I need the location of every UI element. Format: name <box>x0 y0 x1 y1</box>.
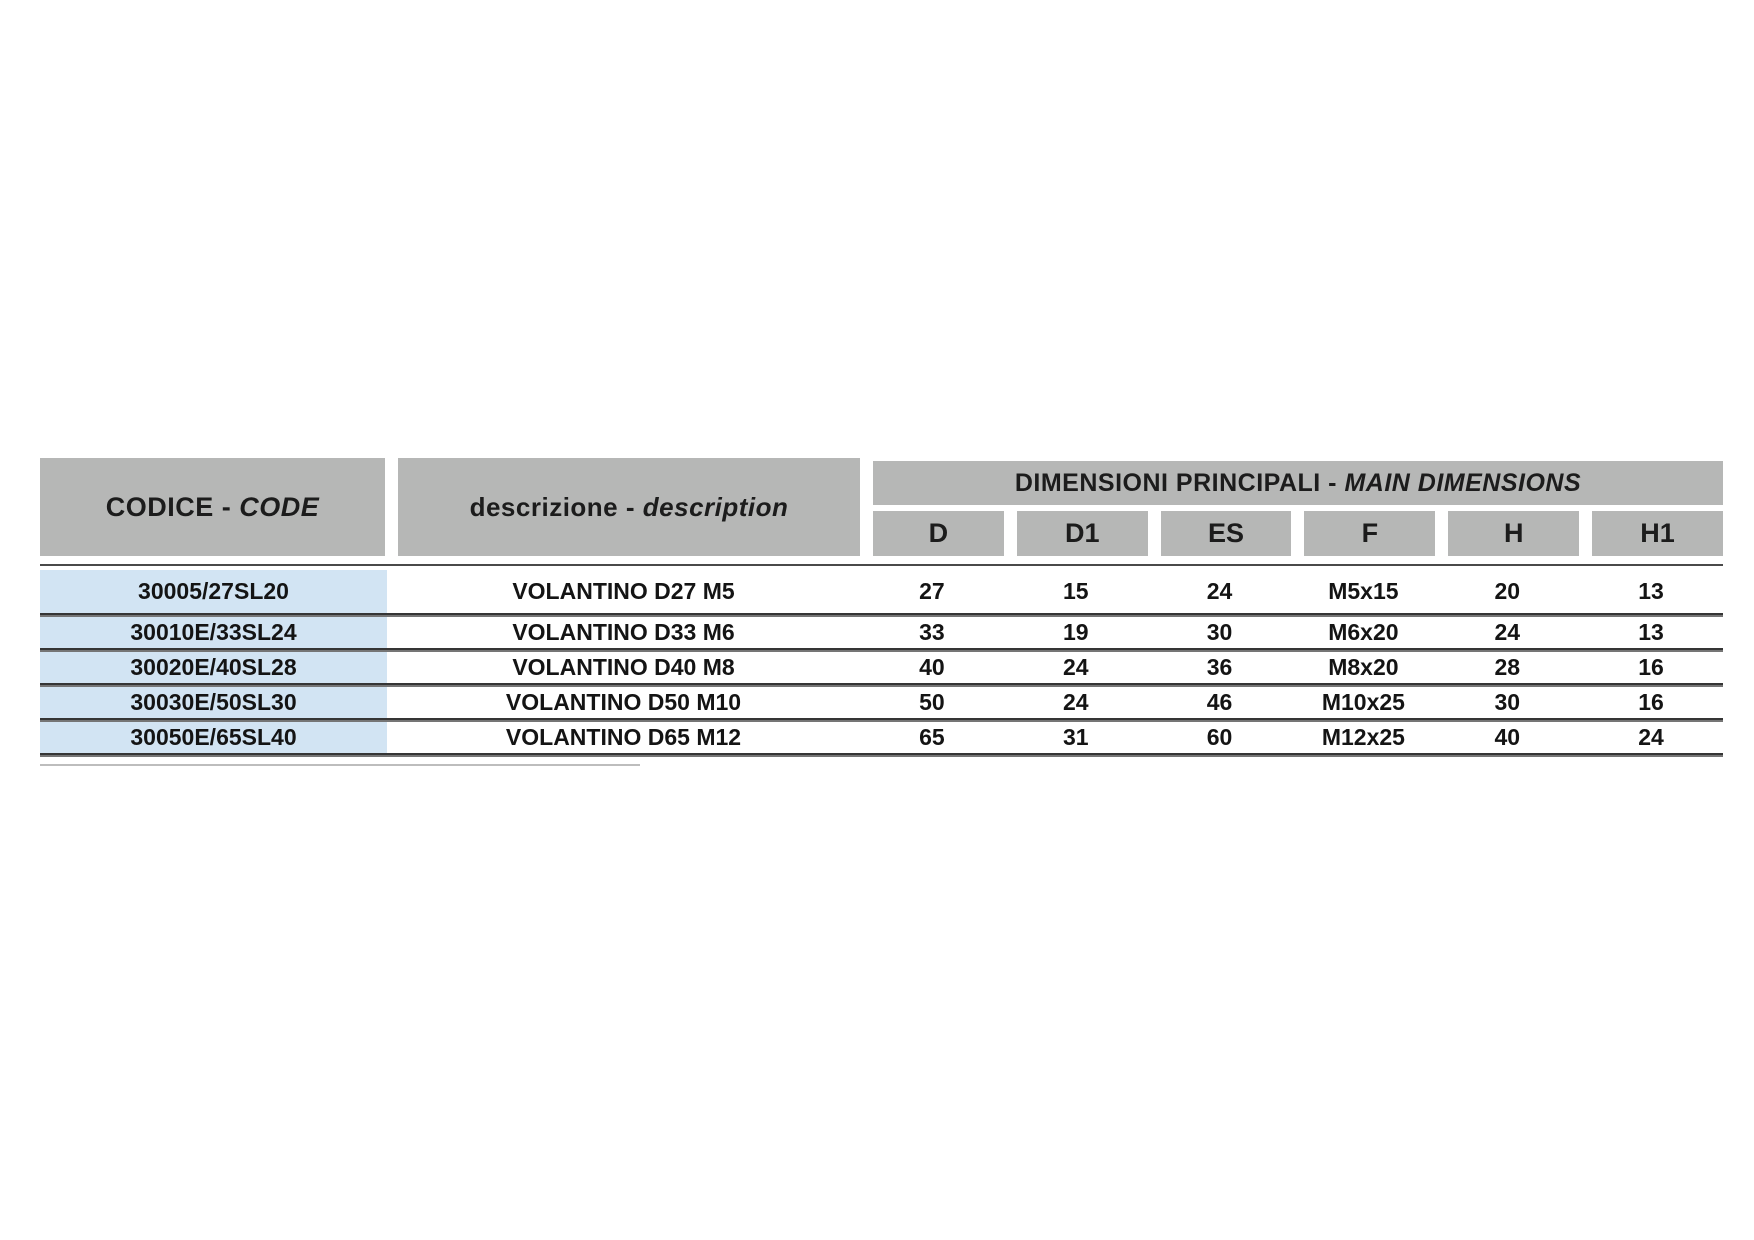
value-cell-h1: 13 <box>1638 578 1664 604</box>
code-cell: 30050E/65SL40 <box>40 722 387 753</box>
value-cell-d1: 19 <box>1062 619 1089 645</box>
column-header-description <box>398 458 860 556</box>
value-cell-es: 36 <box>1206 654 1233 680</box>
value-cell-d: 27 <box>919 578 945 604</box>
dimensions-label-en: MAIN DIMENSIONS <box>1344 468 1582 497</box>
value-cell-es: 46 <box>1206 689 1233 715</box>
value-cell-h: 20 <box>1494 578 1521 604</box>
value-cell-h1: 13 <box>1638 619 1664 645</box>
description-cell: VOLANTINO D50 M10 <box>505 689 742 715</box>
value-cell-es: 30 <box>1206 619 1233 645</box>
dimensions-header-group <box>873 458 1723 556</box>
value-cell-h: 40 <box>1494 724 1521 750</box>
subcolumn-header-f: F <box>1304 511 1435 556</box>
value-cell-d1: 31 <box>1062 724 1089 750</box>
value-cell-f: M5x15 <box>1328 578 1399 604</box>
code-cell: 30020E/40SL28 <box>40 652 387 683</box>
description-cell: VOLANTINO D33 M6 <box>512 619 735 645</box>
scan-shadow-line <box>40 764 640 766</box>
bottom-rule <box>40 753 1723 757</box>
subcolumn-header-d1: D1 <box>1017 511 1148 556</box>
description-label-en: description <box>642 491 789 522</box>
value-cell-es: 24 <box>1206 578 1233 604</box>
value-cell-h: 30 <box>1494 689 1521 715</box>
value-cell-d1: 24 <box>1062 689 1089 715</box>
table-row <box>40 722 1723 753</box>
subcolumn-header-d: D <box>873 511 1004 556</box>
description-cell: VOLANTINO D27 M5 <box>512 578 735 604</box>
value-cell-h1: 16 <box>1638 654 1664 680</box>
value-cell-d: 50 <box>919 689 945 715</box>
value-cell-d: 40 <box>919 654 945 680</box>
subcolumn-header-h: H <box>1448 511 1579 556</box>
table-header-row <box>40 458 1723 556</box>
description-label-it: descrizione <box>469 491 619 522</box>
value-cell-d: 33 <box>919 619 945 645</box>
value-cell-f: M12x25 <box>1321 724 1405 750</box>
value-cell-f: M10x25 <box>1321 689 1405 715</box>
codice-label-it: CODICE <box>105 491 214 522</box>
description-cell: VOLANTINO D40 M8 <box>512 654 735 680</box>
header-gap <box>860 458 873 556</box>
header-gap <box>385 458 398 556</box>
code-cell: 30030E/50SL30 <box>40 687 387 718</box>
value-cell-d1: 24 <box>1062 654 1089 680</box>
column-header-codice <box>40 458 385 556</box>
table-row <box>40 687 1723 718</box>
value-cell-h1: 24 <box>1638 724 1664 750</box>
code-cell: 30010E/33SL24 <box>40 617 387 648</box>
table-row <box>40 617 1723 648</box>
code-cell: 30005/27SL20 <box>40 570 387 613</box>
codice-label-sep: - <box>213 491 240 522</box>
table-row <box>40 652 1723 683</box>
codice-label-en: CODE <box>239 491 320 522</box>
description-label-sep: - <box>618 491 643 522</box>
value-cell-es: 60 <box>1206 724 1233 750</box>
description-cell: VOLANTINO D65 M12 <box>505 724 742 750</box>
value-cell-d: 65 <box>919 724 945 750</box>
dimensions-label-it: DIMENSIONI PRINCIPALI <box>1014 468 1321 497</box>
dimensions-label-sep: - <box>1320 468 1345 497</box>
value-cell-f: M6x20 <box>1328 619 1399 645</box>
value-cell-h: 24 <box>1494 619 1521 645</box>
value-cell-h: 28 <box>1494 654 1521 680</box>
table-row <box>40 570 1723 613</box>
dimension-subheader-row <box>873 511 1723 556</box>
subcolumn-header-h1: H1 <box>1592 511 1723 556</box>
subcolumn-header-es: ES <box>1161 511 1292 556</box>
value-cell-h1: 16 <box>1638 689 1664 715</box>
catalog-table <box>40 458 1723 766</box>
value-cell-d1: 15 <box>1062 578 1089 604</box>
value-cell-f: M8x20 <box>1328 654 1399 680</box>
table-body <box>40 570 1723 766</box>
top-rule <box>40 564 1723 566</box>
column-header-main-dimensions <box>873 461 1723 505</box>
